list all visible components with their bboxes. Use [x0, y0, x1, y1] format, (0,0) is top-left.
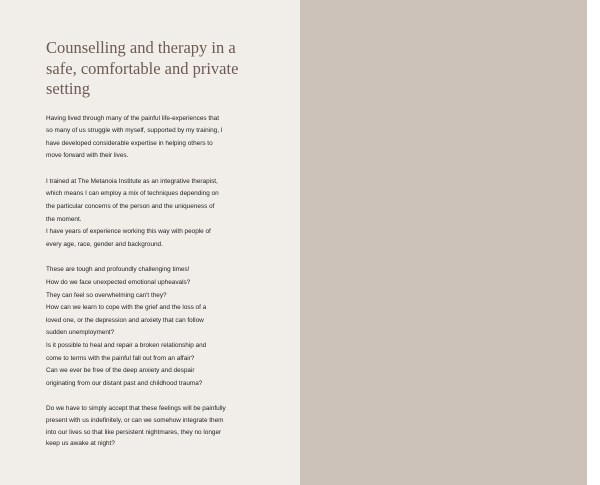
body-copy — [46, 113, 280, 450]
text-line: I trained at The Metanoia Institute as an integrative therapist, — [46, 177, 218, 185]
text-line: have developed considerable expertise in helping others to — [46, 139, 213, 147]
text-line: Is it possible to heal and repair a broken relationship and — [46, 342, 207, 349]
text-line: every age, race, gender and background. — [46, 240, 163, 248]
text-line: How do we face unexpected emotional upheavals? — [46, 279, 191, 287]
text-line: How can we learn to cope with the grief and the loss of a — [46, 304, 207, 312]
text-line: the moment. — [46, 215, 82, 223]
paragraph-training-experience — [46, 113, 280, 163]
text-line: which means I can employ a mix of techniques depending on — [46, 190, 219, 198]
page-heading: Counselling and therapy in a safe, comfortable and private setting — [46, 38, 239, 98]
image-panel — [300, 0, 587, 485]
paragraph-questions — [46, 264, 280, 390]
text-line: come to terms with the painful fall out from an affair? — [46, 354, 195, 362]
text-line: the particular concerns of the person and the uniqueness of — [46, 203, 215, 211]
text-line: into our lives so that like persistent nightmares, they no longer — [46, 428, 222, 436]
page-gutter — [587, 0, 600, 485]
text-line: so many of us struggle with myself, supported by my training, I — [46, 127, 223, 135]
text-line: sudden unemployment? — [46, 329, 115, 337]
text-line: loved one, or the depression and anxiety that can follow — [46, 316, 204, 324]
text-line: Do we have to simply accept that these feelings will be painfully — [46, 405, 226, 413]
text-line: Can we ever be free of the deep anxiety and despair — [46, 367, 195, 375]
text-line: move forward with their lives. — [46, 152, 129, 160]
text-line: Having lived through many of the painful life-experiences that — [46, 114, 220, 122]
paragraph-acceptance — [46, 403, 280, 449]
paragraph-metanoia — [46, 176, 280, 252]
text-line: They can feel so overwhelming can't they? — [46, 291, 167, 299]
text-line: keep us awake at night? — [46, 440, 115, 448]
text-line: These are tough and profoundly challenging times! — [46, 266, 190, 274]
text-line: I have years of experience working this way with people of — [46, 228, 211, 236]
text-line: present with us indefinitely, or can we somehow integrate them — [46, 416, 224, 424]
text-line: originating from our distant past and childhood trauma? — [46, 379, 203, 387]
